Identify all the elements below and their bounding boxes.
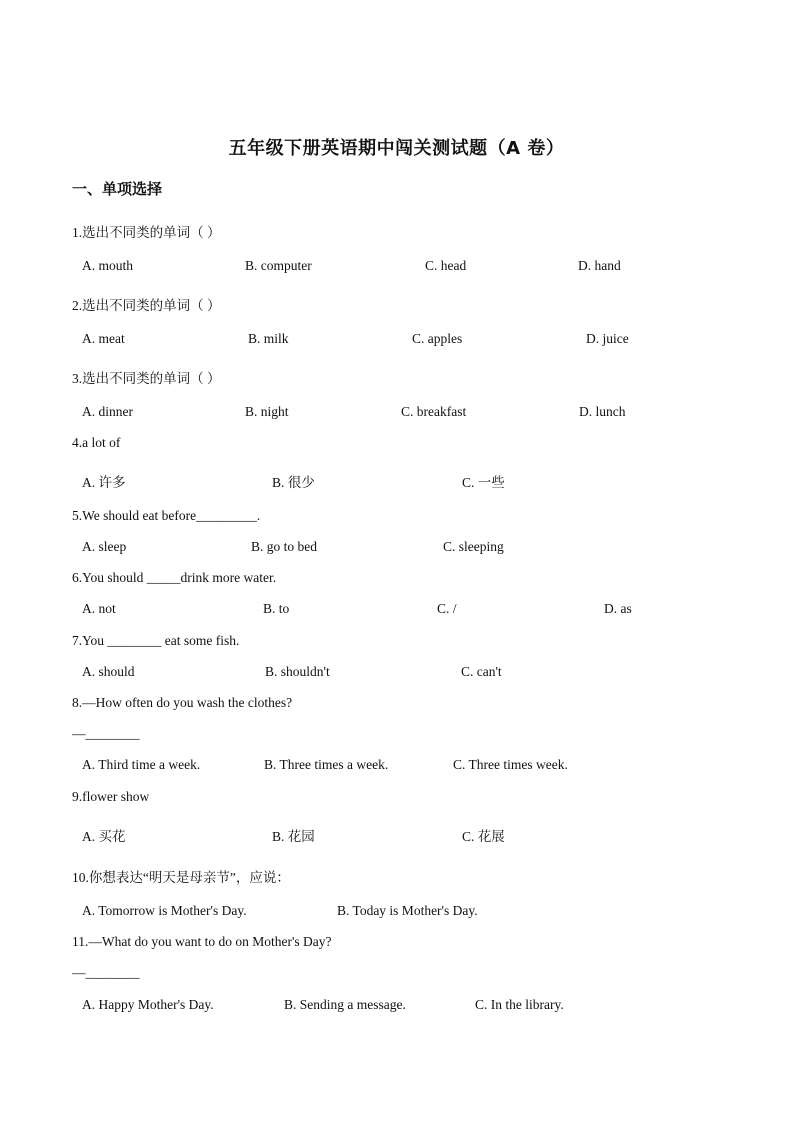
question-stem: 6.You should _____drink more water.: [72, 570, 277, 585]
option[interactable]: B. night: [245, 404, 289, 419]
option[interactable]: C. Three times week.: [453, 757, 568, 772]
option[interactable]: C. apples: [412, 331, 463, 346]
option[interactable]: C. 一些: [462, 475, 505, 490]
option[interactable]: C. head: [425, 258, 467, 273]
option[interactable]: A. 许多: [82, 475, 126, 490]
section-heading: 一、单项选择: [72, 180, 163, 198]
answer-line: —________: [72, 726, 140, 741]
question-stem: 4.a lot of: [72, 435, 121, 450]
option[interactable]: A. 买花: [82, 829, 126, 844]
option[interactable]: B. Three times a week.: [264, 757, 389, 772]
option[interactable]: C. In the library.: [475, 997, 564, 1012]
option[interactable]: C. breakfast: [401, 404, 467, 419]
option[interactable]: A. meat: [82, 331, 125, 346]
option[interactable]: C. sleeping: [443, 539, 504, 554]
option[interactable]: D. hand: [578, 258, 621, 273]
question-stem: 8.—How often do you wash the clothes?: [72, 695, 293, 710]
question-stem: 7.You ________ eat some fish.: [72, 633, 240, 648]
question-stem: 11.—What do you want to do on Mother's Day?: [72, 934, 332, 949]
option[interactable]: A. not: [82, 601, 116, 616]
option[interactable]: A. sleep: [82, 539, 127, 554]
option[interactable]: B. shouldn't: [265, 664, 330, 679]
option[interactable]: A. Third time a week.: [82, 757, 201, 772]
question-stem: 1.选出不同类的单词（ ）: [72, 225, 221, 240]
option[interactable]: A. Happy Mother's Day.: [82, 997, 214, 1012]
option[interactable]: A. dinner: [82, 404, 133, 419]
option[interactable]: B. 花园: [272, 829, 315, 844]
option[interactable]: B. to: [263, 601, 290, 616]
option[interactable]: D. juice: [586, 331, 629, 346]
option[interactable]: A. should: [82, 664, 135, 679]
option[interactable]: B. 很少: [272, 475, 315, 490]
question-stem: 5.We should eat before_________.: [72, 508, 261, 523]
option[interactable]: B. Sending a message.: [284, 997, 406, 1012]
option[interactable]: C. 花展: [462, 829, 505, 844]
question-stem: 3.选出不同类的单词（ ）: [72, 371, 221, 386]
question-stem: 2.选出不同类的单词（ ）: [72, 298, 221, 313]
answer-line: —________: [72, 965, 140, 980]
option[interactable]: B. go to bed: [251, 539, 317, 554]
option[interactable]: B. Today is Mother's Day.: [337, 903, 478, 918]
option[interactable]: A. mouth: [82, 258, 134, 273]
option[interactable]: D. lunch: [579, 404, 626, 419]
question-stem: 10.你想表达“明天是母亲节”，应说：: [72, 870, 290, 885]
option[interactable]: D. as: [604, 601, 632, 616]
option[interactable]: A. Tomorrow is Mother's Day.: [82, 903, 247, 918]
page-title: 五年级下册英语期中闯关测试题（A 卷）: [228, 138, 565, 159]
option[interactable]: B. computer: [245, 258, 312, 273]
question-stem: 9.flower show: [72, 789, 150, 804]
option[interactable]: B. milk: [248, 331, 289, 346]
option[interactable]: C. /: [437, 601, 457, 616]
option[interactable]: C. can't: [461, 664, 502, 679]
